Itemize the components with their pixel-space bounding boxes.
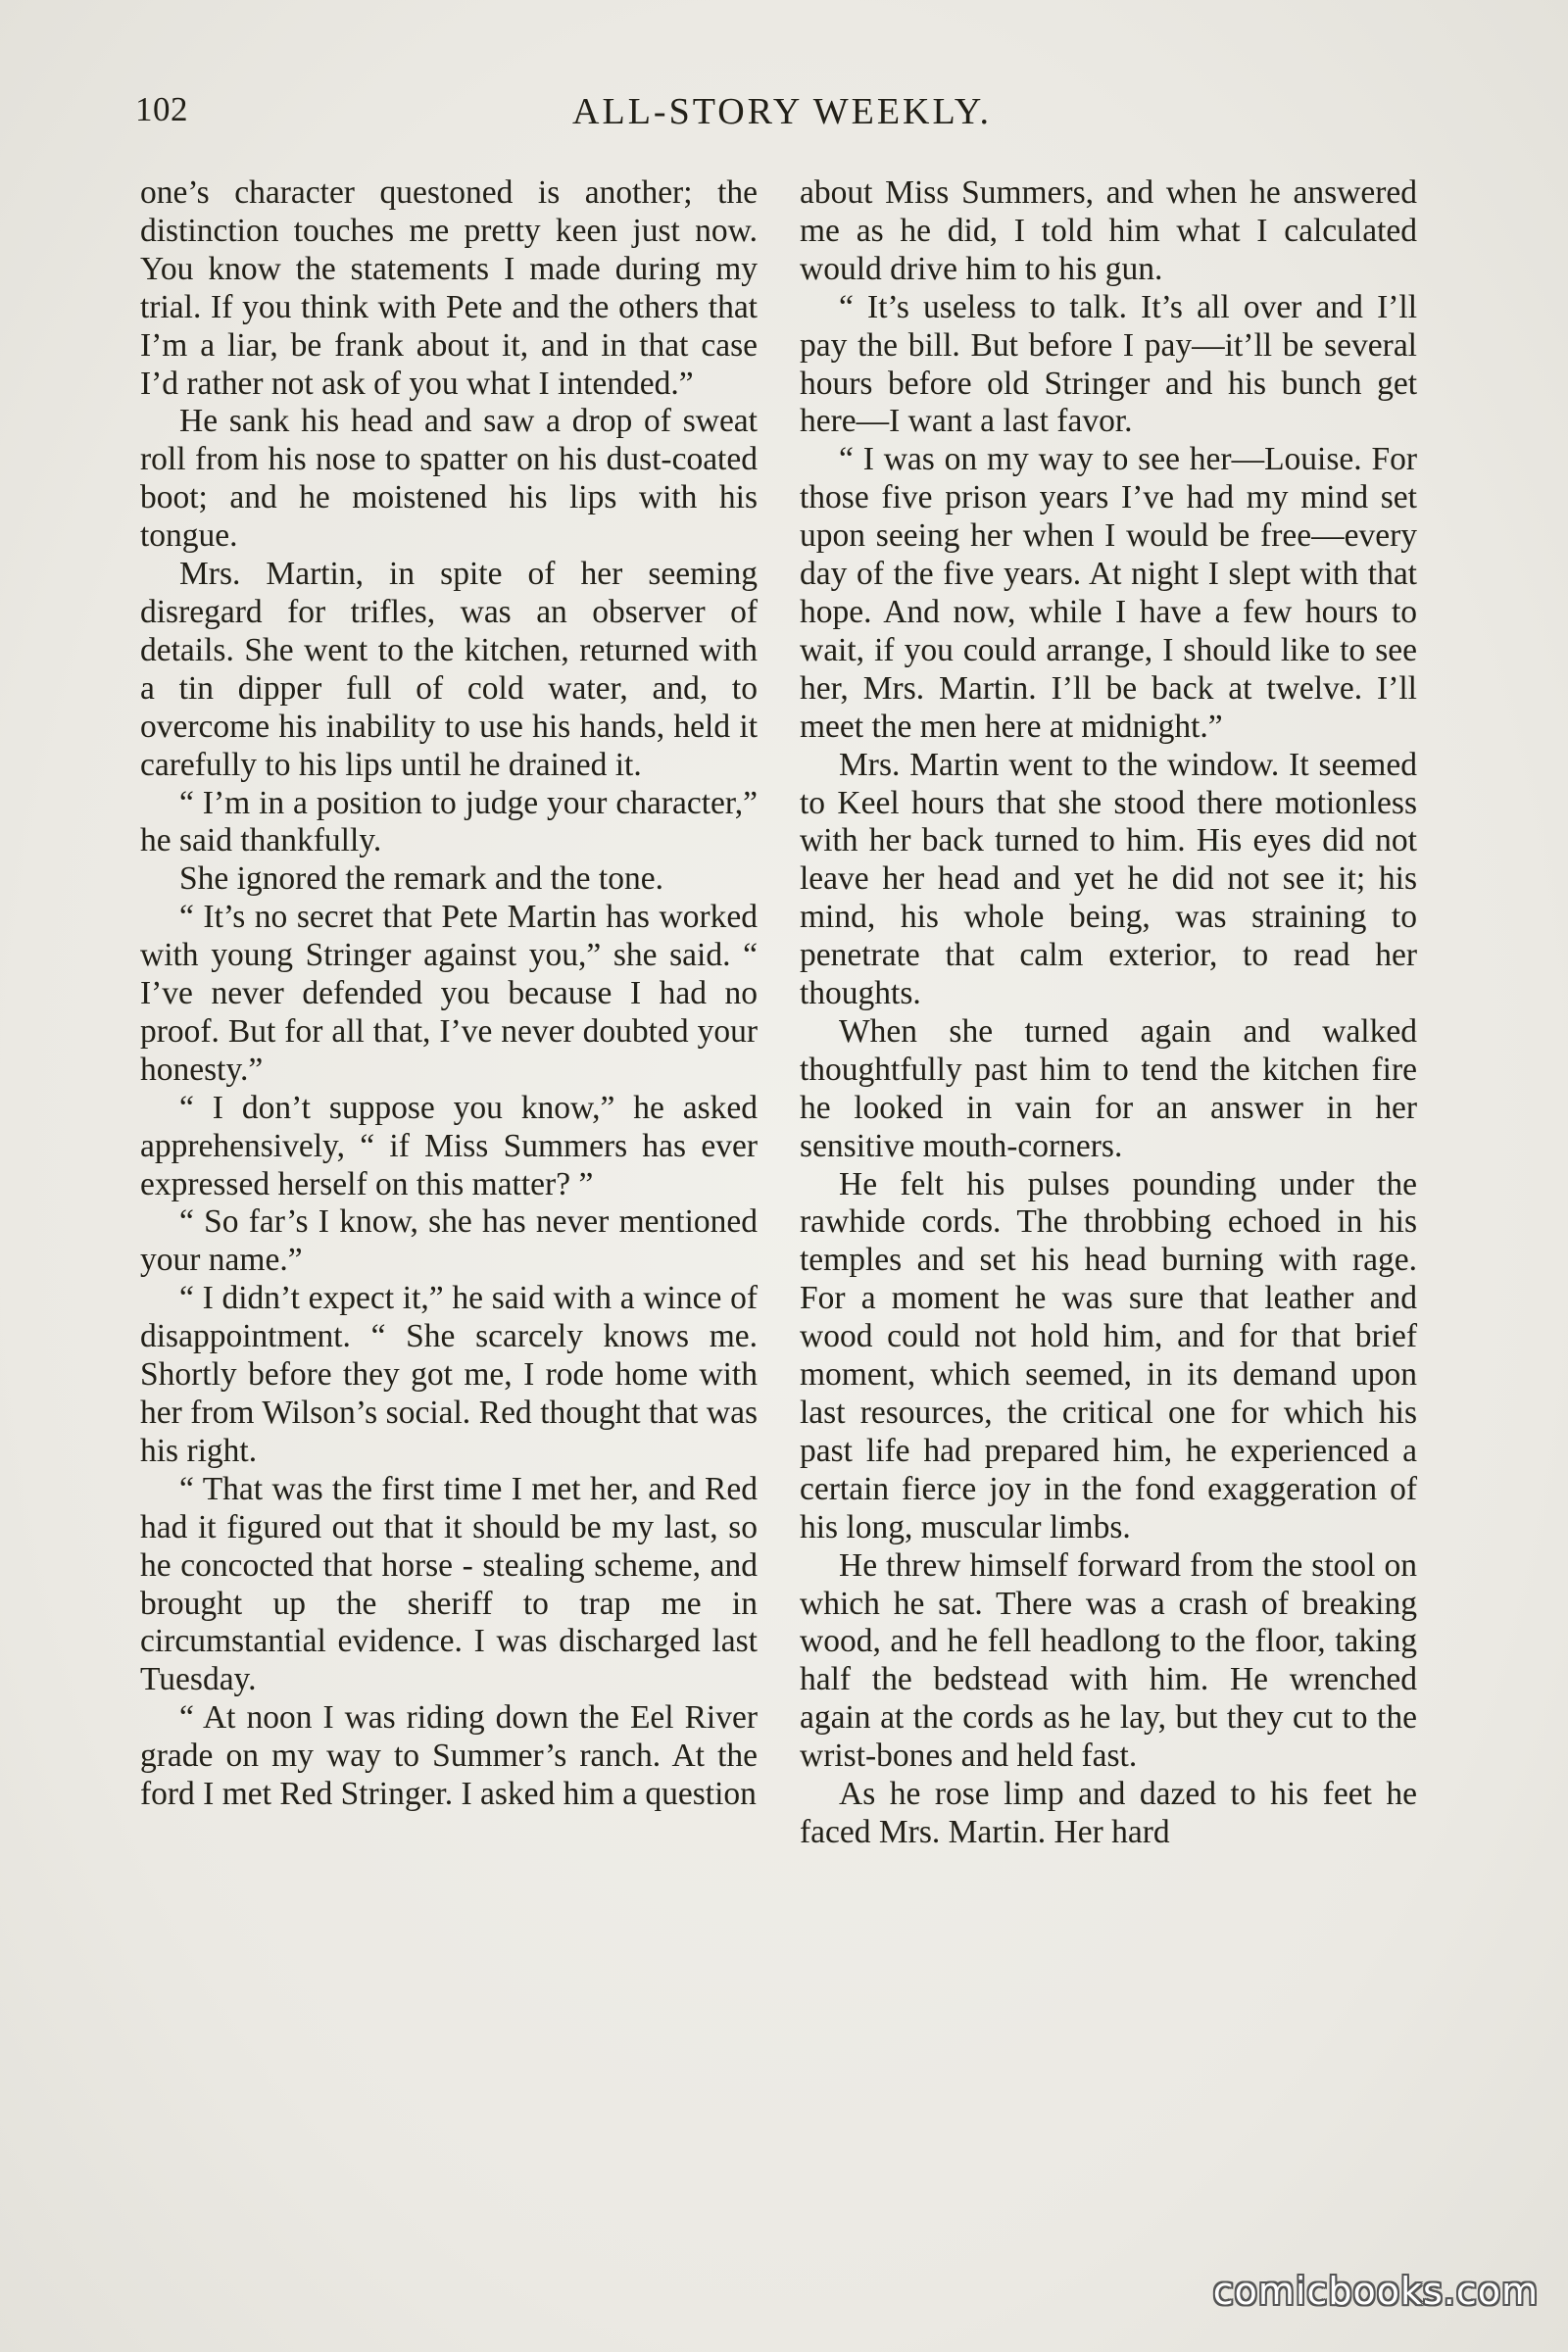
paragraph: As he rose limp and dazed to his feet he faced Mrs. Martin. Her hard (800, 1776, 1417, 1850)
watermark: comicbooks.com (1212, 2270, 1539, 2313)
paragraph: Mrs. Martin, in spite of her seeming disregard for trifles, was an observer of details. She went to the kitchen, returned with a tin dipper full of cold water, and, to overcome his inability to use his hands, held it carefully to his lips until he drained it. (140, 556, 758, 783)
running-title: ALL-STORY WEEKLY. (572, 91, 992, 132)
paragraph: “ That was the first time I met her, and Red had it figured out that it should be my last, so he concocted that horse - stealing scheme, and brought up the sheriff to trap me in circumstantial evidence. I was discharged last Tuesday. (140, 1470, 758, 1698)
paragraph: one’s character questoned is another; the distinction touches me pretty keen just now. You know the statements I made during my trial. If you think with Pete and the others that I’m a liar, be frank about it, and in that case I’d rather not ask of you what I intended.” (140, 174, 758, 402)
paragraph: Mrs. Martin went to the window. It seemed to Keel hours that she stood there motionless with her back turned to him. His eyes did not leave her head and yet he did not see it; his mind, his whole being, was straining to penetrate that calm exterior, to read her thoughts. (800, 746, 1417, 1012)
right-column (800, 174, 1417, 1852)
paragraph: He sank his head and saw a drop of sweat roll from his nose to spatter on his dust-coated boot; and he moistened his lips with his tongue. (140, 403, 758, 555)
paragraph: “ So far’s I know, she has never mentioned your name.” (140, 1203, 758, 1279)
paragraph: She ignored the remark and the tone. (179, 860, 663, 898)
paragraph: He threw himself forward from the stool on which he sat. There was a crash of breaking wood, and he fell headlong to the floor, taking half the bedstead with him. He wrenched again at the cords as he lay, but they cut to the wrist-bones and held fast. (800, 1546, 1417, 1775)
paragraph: “ At noon I was riding down the Eel River grade on my way to Summer’s ranch. At the ford I met Red Stringer. I asked him a question (140, 1699, 758, 1813)
paragraph: “ I’m in a position to judge your character,” he said thankfully. (140, 784, 758, 859)
paragraph: “ I didn’t expect it,” he said with a wince of disappointment. “ She scarcely knows me. Shortly before they got me, I rode home with her from Wilson’s social. Red thought that was his right. (140, 1280, 758, 1469)
paragraph: “ I don’t suppose you know,” he asked apprehensively, “ if Miss Summers has ever expressed herself on this matter? ” (140, 1089, 758, 1202)
paragraph: about Miss Summers, and when he answered me as he did, I told him what I calculated would drive him to his gun. (800, 174, 1417, 287)
paragraph: When she turned again and walked thoughtfully past him to tend the kitchen fire he looked in vain for an answer in her sensitive mouth-corners. (800, 1012, 1417, 1164)
paragraph: He felt his pulses pounding under the rawhide cords. The throbbing echoed in his temples and set his head burning with rage. For a moment he was sure that leather and wood could not hold him, and for that brief moment, which seemed, in its demand upon last resources, the critical one for which his past life had prepared him, he experienced a certain fierce joy in the fond exaggeration of his long, muscular limbs. (800, 1165, 1417, 1545)
page-header (135, 90, 1429, 149)
paragraph: “ I was on my way to see her—Louise. For those five prison years I’ve had my mind set upon seeing her when I would be free—every day of the five years. At night I slept with that hope. And now, while I have a few hours to wait, if you could arrange, I should like to see her, Mrs. Martin. I’ll be back at twelve. I’ll meet the men here at midnight.” (800, 441, 1417, 745)
page-number: 102 (135, 90, 188, 128)
paragraph: “ It’s no secret that Pete Martin has worked with young Stringer against you,” she said. “ I’ve never defended you because I had no proof. But for all that, I’ve never doubted your honesty.” (140, 899, 758, 1088)
left-column (140, 174, 758, 1814)
paragraph: “ It’s useless to talk. It’s all over and I’ll pay the bill. But before I pay—it’ll be several hours before old Stringer and his bunch get here—I want a last favor. (800, 288, 1417, 440)
